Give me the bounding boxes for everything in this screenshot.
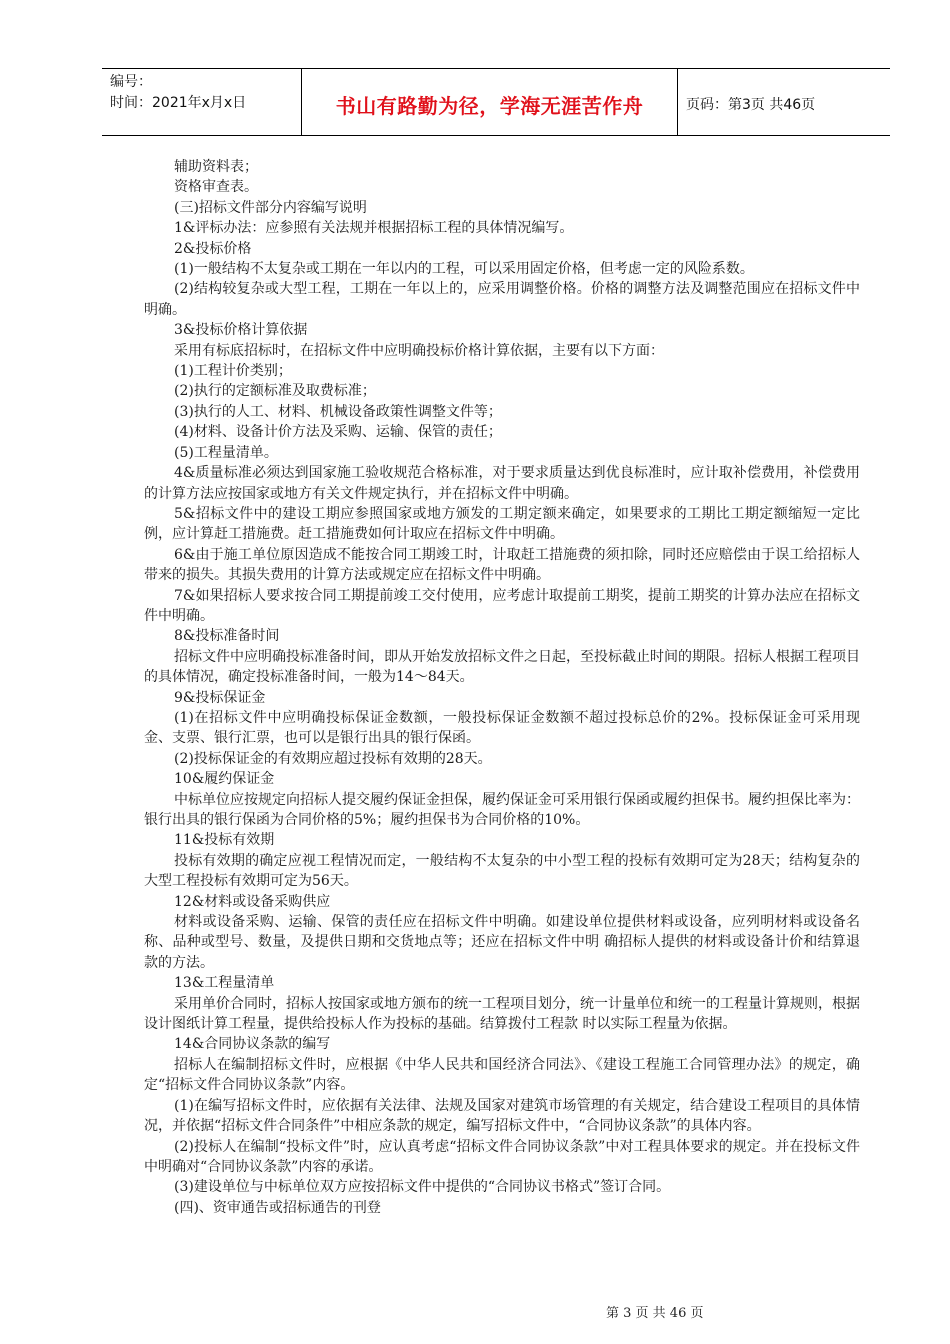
body-paragraph: 11&投标有效期 (174, 832, 275, 849)
page-header (102, 68, 890, 136)
body-paragraph: 4&质量标准必须达到国家施工验收规范合格标准，对于要求质量达到优良标准时，应计取补偿费用，补偿费用的计算方法应按国家或地方有关文件规定执行，并在招标文件中明确。 (144, 465, 860, 502)
document-time-label: 时间：2021年x月x日 (110, 95, 247, 111)
body-paragraph: 3&投标价格计算依据 (174, 322, 308, 339)
body-paragraph: 9&投标保证金 (174, 689, 266, 706)
body-paragraph: (1)工程计价类别； (174, 363, 292, 380)
body-paragraph: (1)一般结构不太复杂或工期在一年以内的工程，可以采用固定价格，但考虑一定的风险系数。 (174, 261, 754, 278)
body-paragraph: 采用有标底招标时，在招标文件中应明确投标价格计算依据，主要有以下方面： (174, 342, 664, 359)
body-paragraph: (5)工程量清单。 (174, 444, 278, 461)
body-paragraph: (2)投标保证金的有效期应超过投标有效期的28天。 (174, 750, 492, 767)
body-paragraph: 10&履约保证金 (174, 771, 275, 788)
body-paragraph: 采用单价合同时，招标人按国家或地方颁布的统一工程项目划分，统一计量单位和统一的工程量计算规则，根据设计图纸计算工程量，提供给投标人作为投标的基础。结算拨付工程款 时以实际工程量为依据。 (144, 995, 860, 1033)
header-slogan: 书山有路勤为径，学海无涯苦作舟 (302, 69, 678, 135)
body-paragraph: 招标人在编制招标文件时，应根据《中华人民共和国经济合同法》、《建设工程施工合同管理办法》的规定，确定“招标文件合同协议条款”内容。 (144, 1056, 860, 1094)
body-paragraph: 6&由于施工单位原因造成不能按合同工期竣工时，计取赶工措施费的须扣除，同时还应赔偿由于误工给招标人带来的损失。其损失费用的计算方法或规定应在招标文件中明确。 (144, 546, 860, 584)
body-paragraph: 1&评标办法：应参照有关法规并根据招标工程的具体情况编写。 (174, 220, 574, 237)
body-paragraph: 14&合同协议条款的编写 (174, 1036, 331, 1053)
body-paragraph: (2)投标人在编制“投标文件”时，应认真考虑“招标文件合同协议条款”中对工程具体要求的规定。并在投标文件中明确对“合同协议条款”内容的承诺。 (144, 1138, 860, 1175)
body-paragraph: 2&投标价格 (174, 240, 252, 257)
body-paragraph: 13&工程量清单 (174, 975, 275, 992)
body-paragraph: 资格审查表。 (174, 179, 258, 196)
body-paragraph: 招标文件中应明确投标准备时间，即从开始发放招标文件之日起，至投标截止时间的期限。招标人根据工程项目的具体情况，确定投标准备时间，一般为14～84天。 (144, 648, 860, 686)
body-paragraph: (3)建设单位与中标单位双方应按招标文件中提供的“合同协议书格式”签订合同。 (174, 1179, 671, 1196)
body-paragraph: (三)招标文件部分内容编写说明 (174, 199, 367, 216)
body-paragraph: 5&招标文件中的建设工期应参照国家或地方颁发的工期定额来确定，如果要求的工期比工期定额缩短一定比例，应计算赶工措施费。赶工措施费如何计取应在招标文件中明确。 (144, 505, 860, 543)
body-paragraph: 7&如果招标人要求按合同工期提前竣工交付使用，应考虑计取提前工期奖，提前工期奖的计算办法应在招标文件中明确。 (144, 587, 860, 624)
body-paragraph: (1)在编写招标文件时，应依据有关法律、法规及国家对建筑市场管理的有关规定，结合建设工程项目的具体情况，并依据“招标文件合同条件”中相应条款的规定，编写招标文件中，“合同协议条款”的具体内容。 (144, 1097, 860, 1135)
body-paragraph: 中标单位应按规定向招标人提交履约保证金担保，履约保证金可采用银行保函或履约担保书。履约担保比率为：银行出具的银行保函为合同价格的5%；履约担保书为合同价格的10%。 (144, 791, 860, 828)
header-meta (102, 69, 302, 135)
body-paragraph: (2)执行的定额标准及取费标准； (174, 383, 376, 400)
body-paragraph: (1)在招标文件中应明确投标保证金数额，一般投标保证金数额不超过投标总价的2%。投标保证金可采用现金、支票、银行汇票，也可以是银行出具的银行保函。 (144, 709, 860, 747)
body-paragraph: 8&投标准备时间 (174, 628, 280, 645)
page-footer: 第 3 页 共 46 页 (606, 1306, 704, 1321)
body-paragraph: (3)执行的人工、材料、机械设备政策性调整文件等； (174, 403, 502, 420)
body-paragraph: 12&材料或设备采购供应 (174, 893, 331, 910)
body-paragraph: (4)材料、设备计价方法及采购、运输、保管的责任； (174, 424, 502, 441)
body-paragraph: (2)结构较复杂或大型工程，工期在一年以上的，应采用调整价格。价格的调整方法及调整范围应在招标文件中明确。 (144, 281, 860, 318)
document-number-label: 编号： (110, 74, 152, 90)
body-paragraph: 投标有效期的确定应视工程情况而定，一般结构不太复杂的中小型工程的投标有效期可定为28天；结构复杂的大型工程投标有效期可定为56天。 (144, 852, 860, 890)
body-paragraph: 辅助资料表； (174, 159, 258, 175)
body-paragraph: (四)、资审通告或招标通告的刊登 (174, 1199, 381, 1216)
document-body (144, 157, 860, 1218)
body-paragraph: 材料或设备采购、运输、保管的责任应在招标文件中明确。如建设单位提供材料或设备，应列明材料或设备名称、品种或型号、数量，及提供日期和交货地点等；还应在招标文件中明 确招标人提供的材料或设备计价和结算退款的方法。 (144, 914, 860, 971)
header-page-info: 页码：第3页 共46页 (686, 96, 816, 113)
